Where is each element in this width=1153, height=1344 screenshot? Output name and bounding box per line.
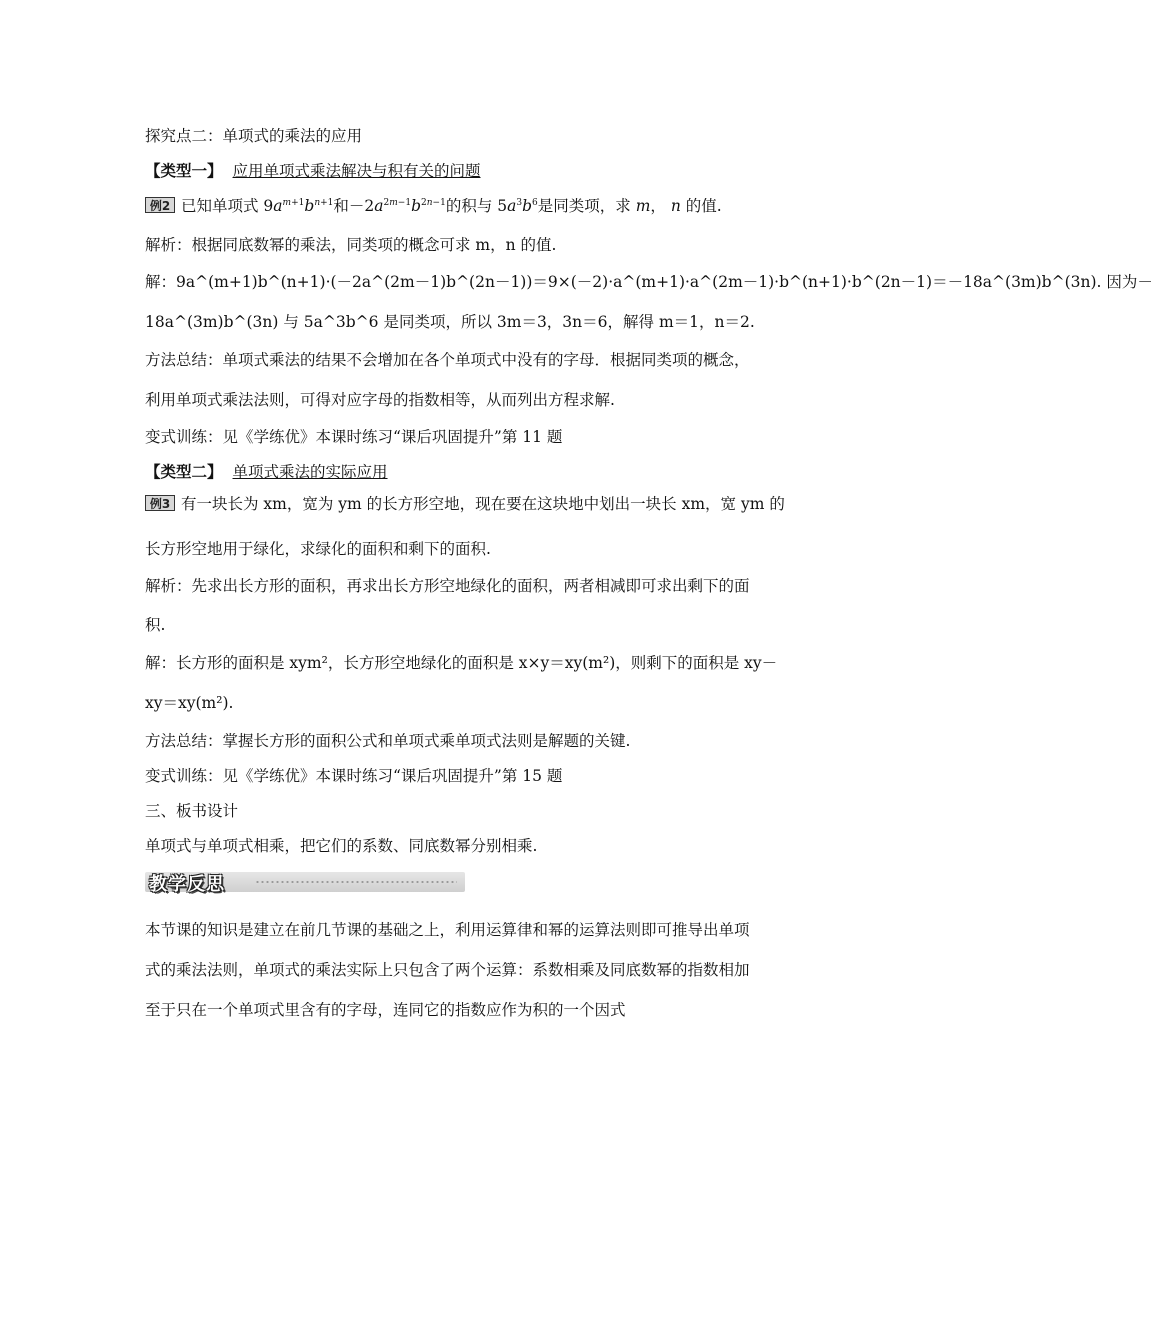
example2-method-line2: 利用单项式乘法法则，可得对应字母的指数相等，从而列出方程求解. xyxy=(145,391,615,409)
example3-analysis-line2: 积. xyxy=(145,616,166,634)
example3-practice: 变式训练：见《学练优》本课时练习“课后巩固提升”第 15 题 xyxy=(145,767,563,785)
example3-question-line1 xyxy=(145,494,810,514)
reflection-line2: 式的乘法法则，单项式的乘法实际上只包含了两个运算：系数相乘及同底数幂的指数相加 xyxy=(145,961,750,979)
reflection-banner-label: 教学反思 xyxy=(149,874,225,895)
example3-analysis-line1: 解析：先求出长方形的面积，再求出长方形空地绿化的面积，两者相减即可求出剩下的面 xyxy=(145,577,750,595)
banner-dots xyxy=(255,881,457,883)
ex2-text-f: 的值. xyxy=(680,197,722,215)
example3-question-line2: 长方形空地用于绿化，求绿化的面积和剩下的面积. xyxy=(145,540,491,558)
ex2-text-c: 的积与 5 xyxy=(445,197,508,215)
board-content: 单项式与单项式相乘，把它们的系数、同底数幂分别相乘. xyxy=(145,837,538,855)
ex2-text-b: 和－2 xyxy=(333,197,375,215)
board-heading: 三、板书设计 xyxy=(145,802,239,820)
example2-practice: 变式训练：见《学练优》本课时练习“课后巩固提升”第 11 题 xyxy=(145,428,563,446)
example3-method: 方法总结：掌握长方形的面积公式和单项式乘单项式法则是解题的关键. xyxy=(145,732,631,750)
reflection-banner xyxy=(145,872,465,895)
example2-method-line1: 方法总结：单项式乘法的结果不会增加在各个单项式中没有的字母．根据同类项的概念， xyxy=(145,351,750,369)
type1-heading xyxy=(145,161,810,181)
example2-analysis: 解析：根据同底数幂的乘法，同类项的概念可求 m，n 的值. xyxy=(145,236,557,254)
example2-question: 例2 已知单项式 $9a^{m+1}b^{n+1}$和$-2a^{2m-1}b^{2n-1}$的积与 $5a^3b^6$是同类项，求 m， n 的值. xyxy=(145,196,810,216)
reflection-line3: 至于只在一个单项式里含有的字母，连同它的指数应作为积的一个因式 xyxy=(145,1001,626,1019)
example3-solution-line2: xy＝xy(m²). xyxy=(145,694,234,712)
ex2-text-a: 已知单项式 9 xyxy=(181,197,274,215)
section-title: 探究点二：单项式的乘法的应用 xyxy=(145,127,363,145)
type1-bracket: 【类型一】 xyxy=(145,162,223,180)
example2-solution-line1: 解：9a^(m+1)b^(n+1)·(－2a^(2m－1)b^(2n－1))＝9×(－2)·a^(m+1)·a^(2m－1)·b^(n+1)·b^(2n－1)＝－18a^(3m)b^(3n). 因为－ xyxy=(145,273,1153,291)
example3-solution-line1: 解：长方形的面积是 xym²，长方形空地绿化的面积是 x×y＝xy(m²)，则剩下的面积是 xy－ xyxy=(145,654,778,672)
reflection-line1: 本节课的知识是建立在前几节课的基础之上，利用运算律和幂的运算法则即可推导出单项 xyxy=(145,921,750,939)
example2-solution-line2: 18a^(3m)b^(3n) 与 5a^3b^6 是同类项，所以 3m＝3，3n＝6，解得 m＝1，n＝2. xyxy=(145,313,755,331)
ex2-text-e: ， xyxy=(650,197,671,215)
type2-title: 单项式乘法的实际应用 xyxy=(232,463,388,481)
ex3-question-text: 有一块长为 xm，宽为 ym 的长方形空地，现在要在这块地中划出一块长 xm，宽 ym 的 xyxy=(181,495,785,513)
ex2-text-d: 是同类项，求 xyxy=(537,197,636,215)
example3-badge: 例3 xyxy=(145,495,175,511)
example2-badge: 例2 xyxy=(145,197,175,213)
type2-bracket: 【类型二】 xyxy=(145,463,223,481)
type2-heading xyxy=(145,462,810,482)
type1-title: 应用单项式乘法解决与积有关的问题 xyxy=(232,162,481,180)
